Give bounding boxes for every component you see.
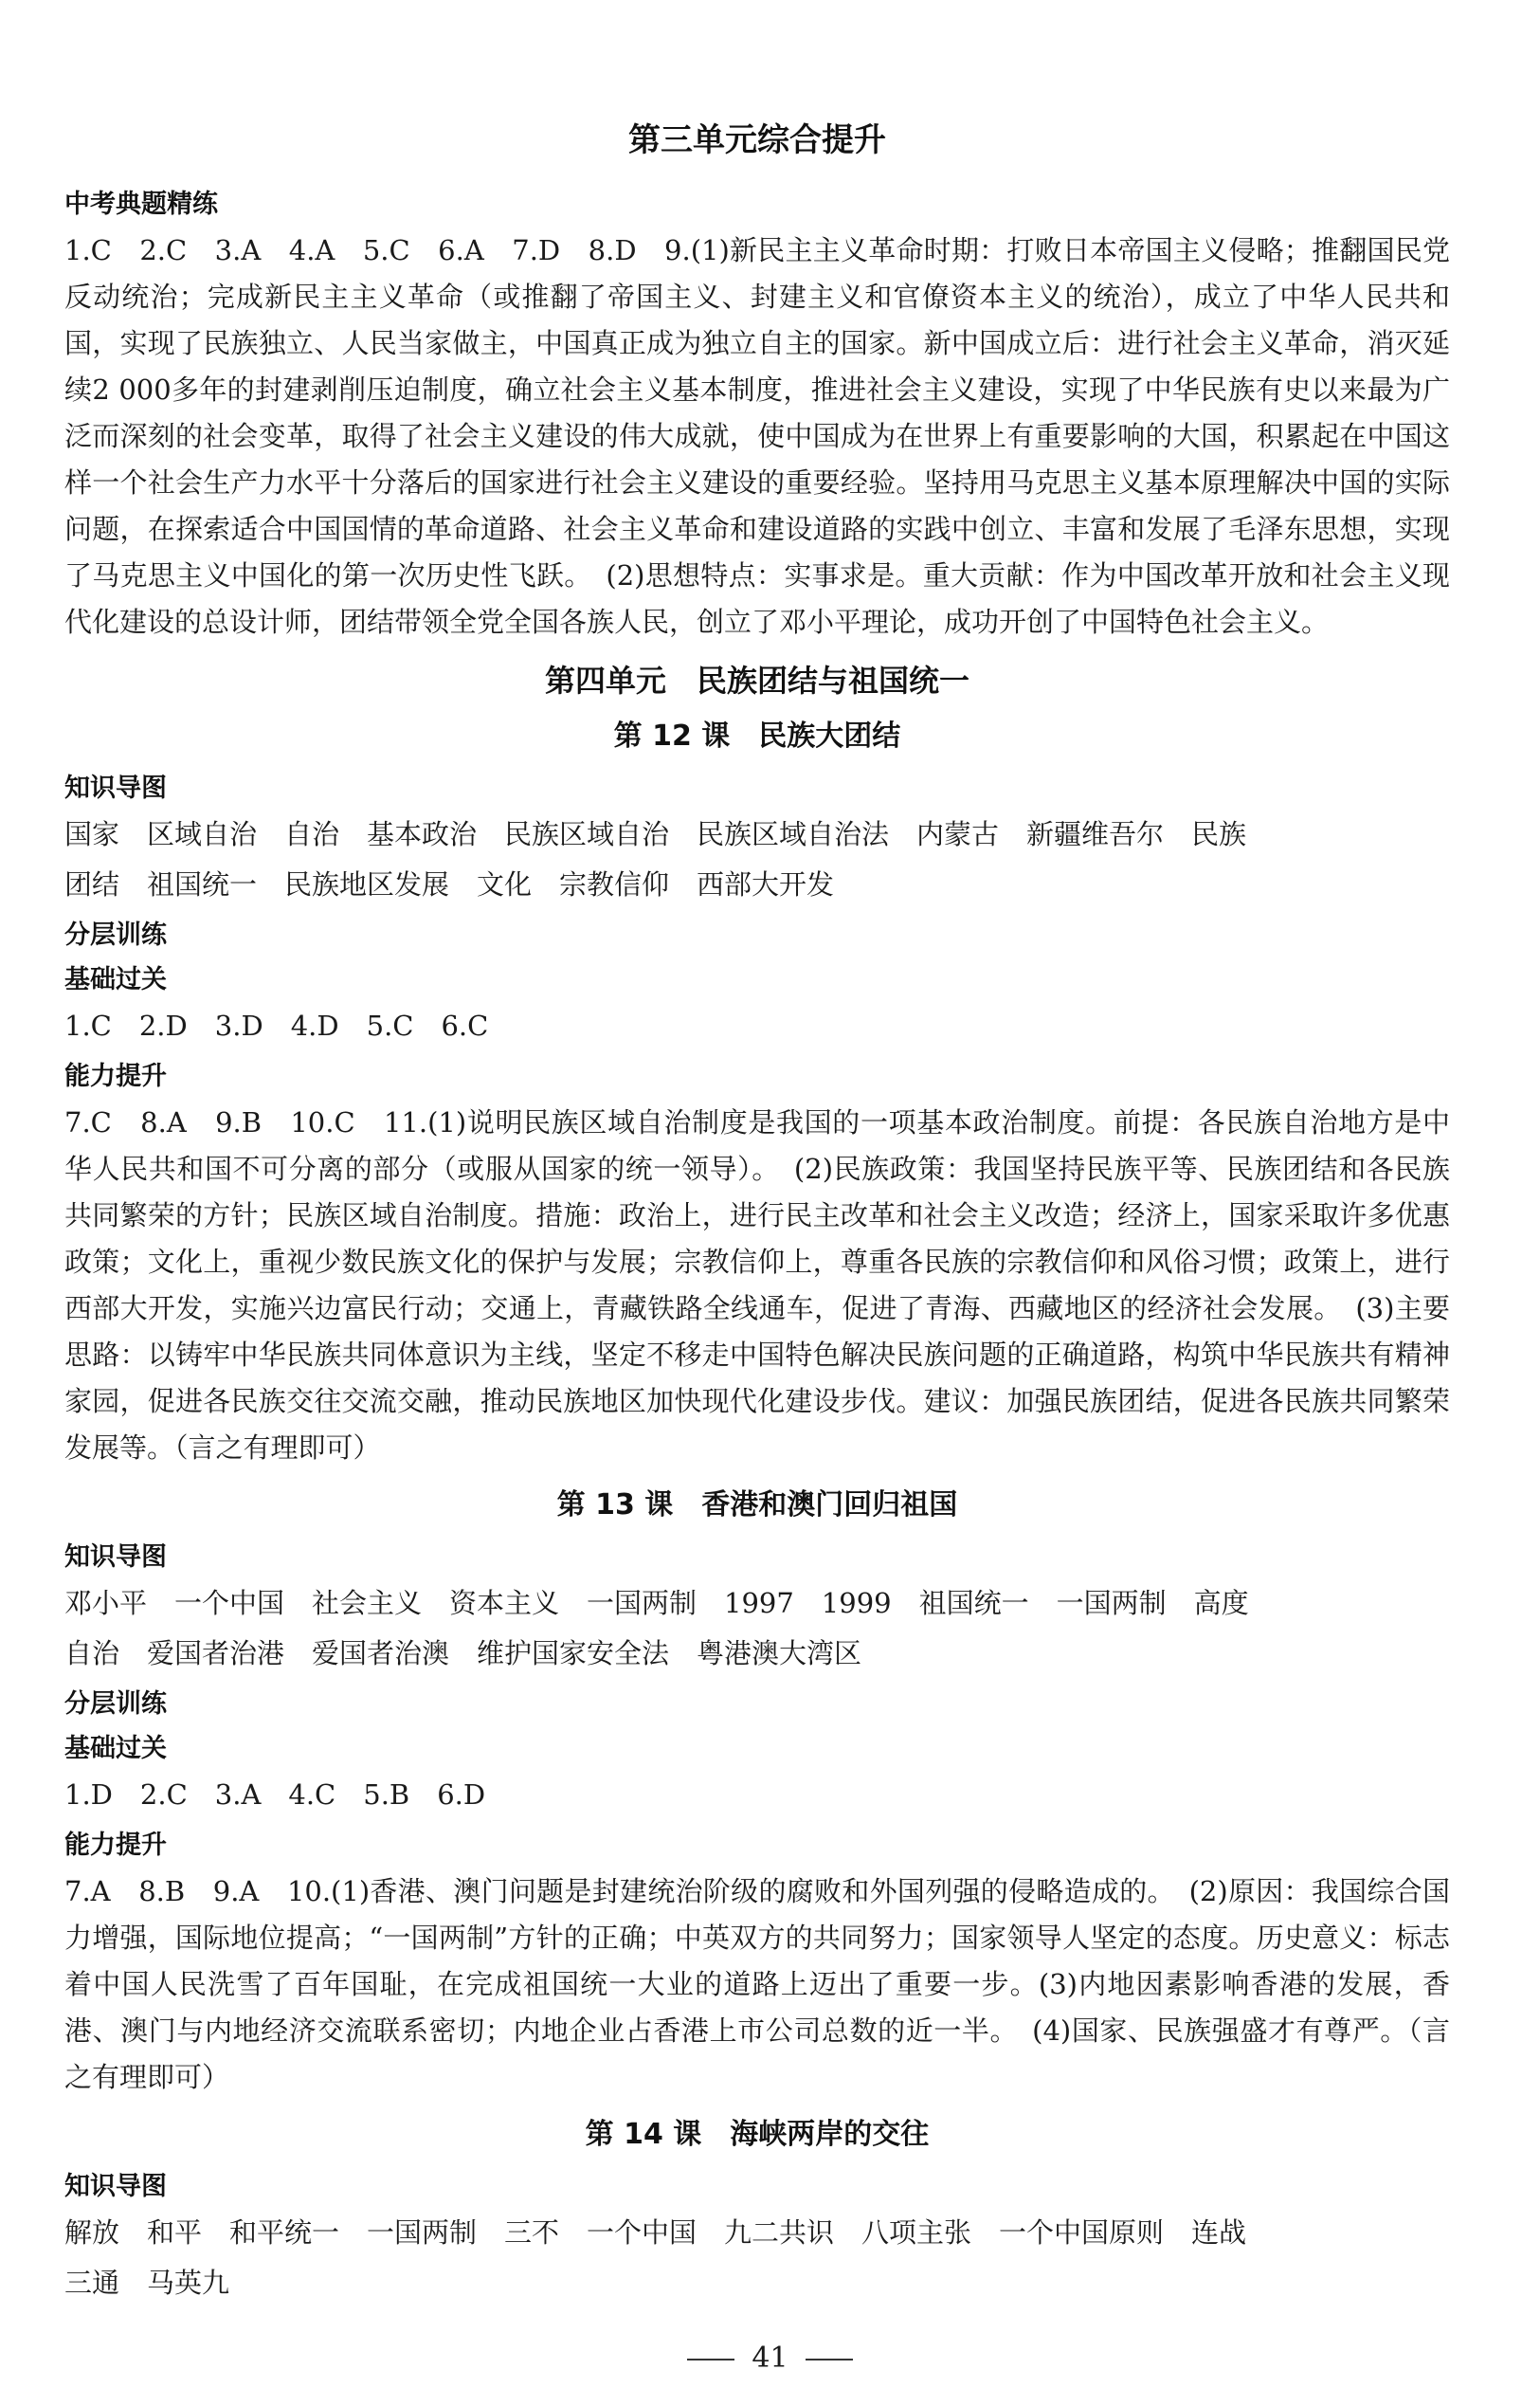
- unit3-section-label: 中考典题精练: [64, 190, 218, 219]
- lesson12-jichu-label: 基础过关: [64, 965, 167, 994]
- lesson13-jichu-label: 基础过关: [64, 1734, 167, 1763]
- page-number-left-dash: [687, 2359, 734, 2360]
- lesson14-keywords-line1: 解放 和平 和平统一 一国两制 三不 一个中国 九二共识 八项主张 一个中国原则 连战: [64, 2216, 1247, 2249]
- unit3-title: 第三单元综合提升: [628, 121, 886, 159]
- page-number-value: 41: [752, 2342, 788, 2375]
- lesson13-fenceng-label: 分层训练: [64, 1689, 167, 1719]
- lesson12-zhishi-label: 知识导图: [64, 774, 167, 803]
- answer-page: [64, 114, 1450, 2310]
- lesson12-fenceng-label: 分层训练: [64, 920, 167, 950]
- lesson14-keywords-line2: 三通 马英九: [64, 2267, 230, 2299]
- lesson12-jichu-answers: 1.C 2.D 3.D 4.D 5.C 6.C: [64, 1010, 489, 1042]
- lesson12-keywords-line2: 团结 祖国统一 民族地区发展 文化 宗教信仰 西部大开发: [64, 868, 835, 901]
- lesson14-zhishi-label: 知识导图: [64, 2172, 167, 2201]
- unit3-answers: 1.C 2.C 3.A 4.A 5.C 6.A 7.D 8.D 9.(1)新民主主义革命时期：打败日本帝国主义侵略；推翻国民党反动统治；完成新民主主义革命（或推翻了帝国主义、封建主义和官僚资本主义的统治），成立了中华人民共和国，实现了民族独立、人民当家做主，中国真正成为独立自主的国家。新中国成立后：进行社会主义革命，消灭延续2 000多年的封建剥削压迫制度，确立社会主义基本制度，推进社会主义建设，实现了中华民族有史以来最为广泛而深刻的社会变革，取得了社会主义建设的伟大成就，使中国成为在世界上有重要影响的大国，积累起在中国这样一个社会生产力水平十分落后的国家进行社会主义建设的重要经验。坚持用马克思主义基本原理解决中国的实际问题，在探索适合中国国情的革命道路、社会主义革命和建设道路的实践中创立、丰富和发展了毛泽东思想，实现了马克思主义中国化的第一次历史性飞跃。 (2)思想特点：实事求是。重大贡献：作为中国改革开放和社会主义现代化建设的总设计师，团结带领全党全国各族人民，创立了邓小平理论，成功开创了中国特色社会主义。: [64, 234, 1450, 638]
- lesson13-nengli-label: 能力提升: [64, 1831, 167, 1860]
- lesson12-nengli-answers: 7.C 8.A 9.B 10.C 11.(1)说明民族区域自治制度是我国的一项基本政治制度。前提：各民族自治地方是中华人民共和国不可分离的部分（或服从国家的统一领导）。 (2)民族政策：我国坚持民族平等、民族团结和各民族共同繁荣的方针；民族区域自治制度。措施：政治上，进行民主改革和社会主义改造；经济上，国家采取许多优惠政策；文化上，重视少数民族文化的保护与发展；宗教信仰上，尊重各民族的宗教信仰和风俗习惯；政策上，进行西部大开发，实施兴边富民行动；交通上，青藏铁路全线通车，促进了青海、西藏地区的经济社会发展。 (3)主要思路：以铸牢中华民族共同体意识为主线，坚定不移走中国特色解决民族问题的正确道路，构筑中华民族共有精神家园，促进各民族交往交流交融，推动民族地区加快现代化建设步伐。建议：加强民族团结，促进各民族共同繁荣发展等。（言之有理即可）: [64, 1106, 1450, 1464]
- lesson14-title: 第 14 课 海峡两岸的交往: [585, 2118, 930, 2151]
- page-number-right-dash: [806, 2359, 853, 2360]
- lesson13-keywords-line1: 邓小平 一个中国 社会主义 资本主义 一国两制 1997 1999 祖国统一 一国两制 高度: [64, 1587, 1249, 1619]
- lesson13-title: 第 13 课 香港和澳门回归祖国: [556, 1488, 958, 1522]
- lesson13-keywords-line2: 自治 爱国者治港 爱国者治澳 维护国家安全法 粤港澳大湾区: [64, 1637, 862, 1669]
- page-number: [0, 2342, 1540, 2375]
- lesson13-nengli-answers: 7.A 8.B 9.A 10.(1)香港、澳门问题是封建统治阶级的腐败和外国列强的侵略造成的。 (2)原因：我国综合国力增强，国际地位提高；“一国两制”方针的正确；中英双方的共同努力；国家领导人坚定的态度。历史意义：标志着中国人民洗雪了百年国耻，在完成祖国统一大业的道路上迈出了重要一步。(3)内地因素影响香港的发展，香港、澳门与内地经济交流联系密切；内地企业占香港上市公司总数的近一半。 (4)国家、民族强盛才有尊严。（言之有理即可）: [64, 1875, 1450, 2093]
- lesson13-zhishi-label: 知识导图: [64, 1542, 167, 1572]
- lesson12-nengli-label: 能力提升: [64, 1062, 167, 1091]
- lesson13-jichu-answers: 1.D 2.C 3.A 4.C 5.B 6.D: [64, 1778, 486, 1811]
- lesson12-keywords-line1: 国家 区域自治 自治 基本政治 民族区域自治 民族区域自治法 内蒙古 新疆维吾尔 民族: [64, 818, 1247, 850]
- unit4-title: 第四单元 民族团结与祖国统一: [544, 663, 969, 699]
- lesson12-title: 第 12 课 民族大团结: [613, 720, 901, 753]
